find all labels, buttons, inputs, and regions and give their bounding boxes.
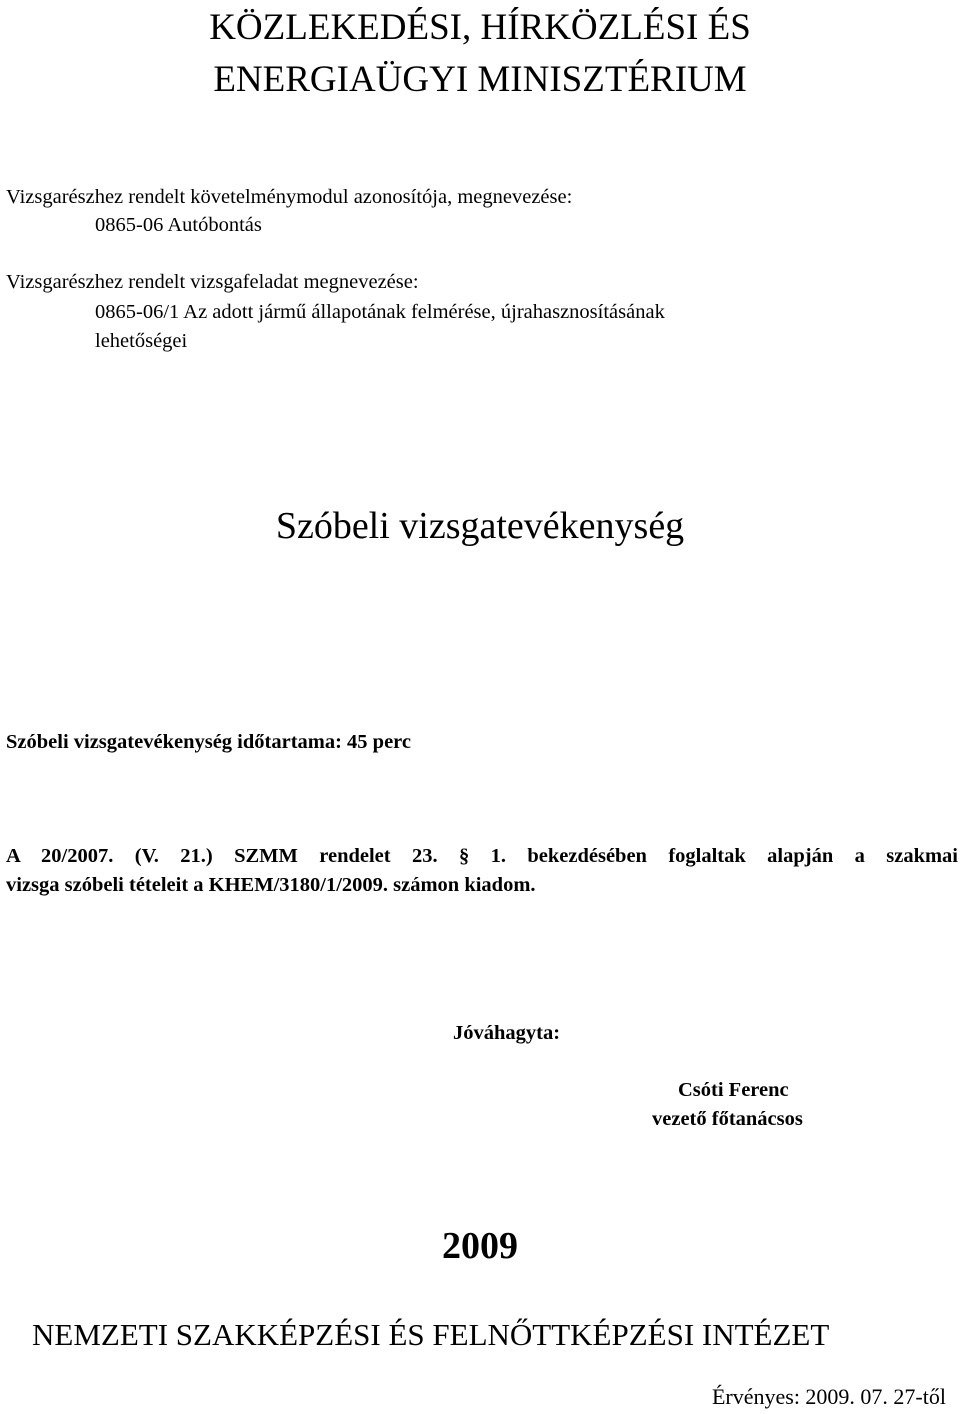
approval-label: Jóváhagyta: [453, 1022, 561, 1044]
decree-line2: vizsga szóbeli tételeit a KHEM/3180/1/2009. számon kiadom. [6, 874, 536, 896]
decree-line1: A 20/2007. (V. 21.) SZMM rendelet 23. § 1. bekezdésében foglaltak alapján a szakmai [6, 845, 958, 867]
document-year: 2009 [442, 1225, 518, 1267]
module-label: Vizsgarészhez rendelt követelménymodul azonosítója, megnevezése: [6, 186, 573, 208]
task-label: Vizsgarészhez rendelt vizsgafeladat megnevezése: [6, 271, 419, 293]
exam-type-title: Szóbeli vizsgatevékenység [275, 505, 685, 547]
task-value-line1: 0865-06/1 Az adott jármű állapotának felmérése, újrahasznosításának [95, 301, 665, 323]
approver-name: Csóti Ferenc [678, 1079, 789, 1101]
approver-position: vezető főtanácsos [652, 1108, 803, 1130]
exam-duration: Szóbeli vizsgatevékenység időtartama: 45 perc [6, 731, 411, 753]
ministry-name-line2: ENERGIAÜGYI MINISZTÉRIUM [213, 59, 747, 100]
validity-date: Érvényes: 2009. 07. 27-től [711, 1384, 946, 1409]
task-value-line2: lehetőségei [95, 330, 188, 352]
module-value: 0865-06 Autóbontás [95, 214, 262, 236]
institute-name: NEMZETI SZAKKÉPZÉSI ÉS FELNŐTTKÉPZÉSI INTÉZET [32, 1317, 830, 1352]
ministry-name-line1: KÖZLEKEDÉSI, HÍRKÖZLÉSI ÉS [209, 7, 751, 48]
ministry-name [0, 2, 960, 106]
